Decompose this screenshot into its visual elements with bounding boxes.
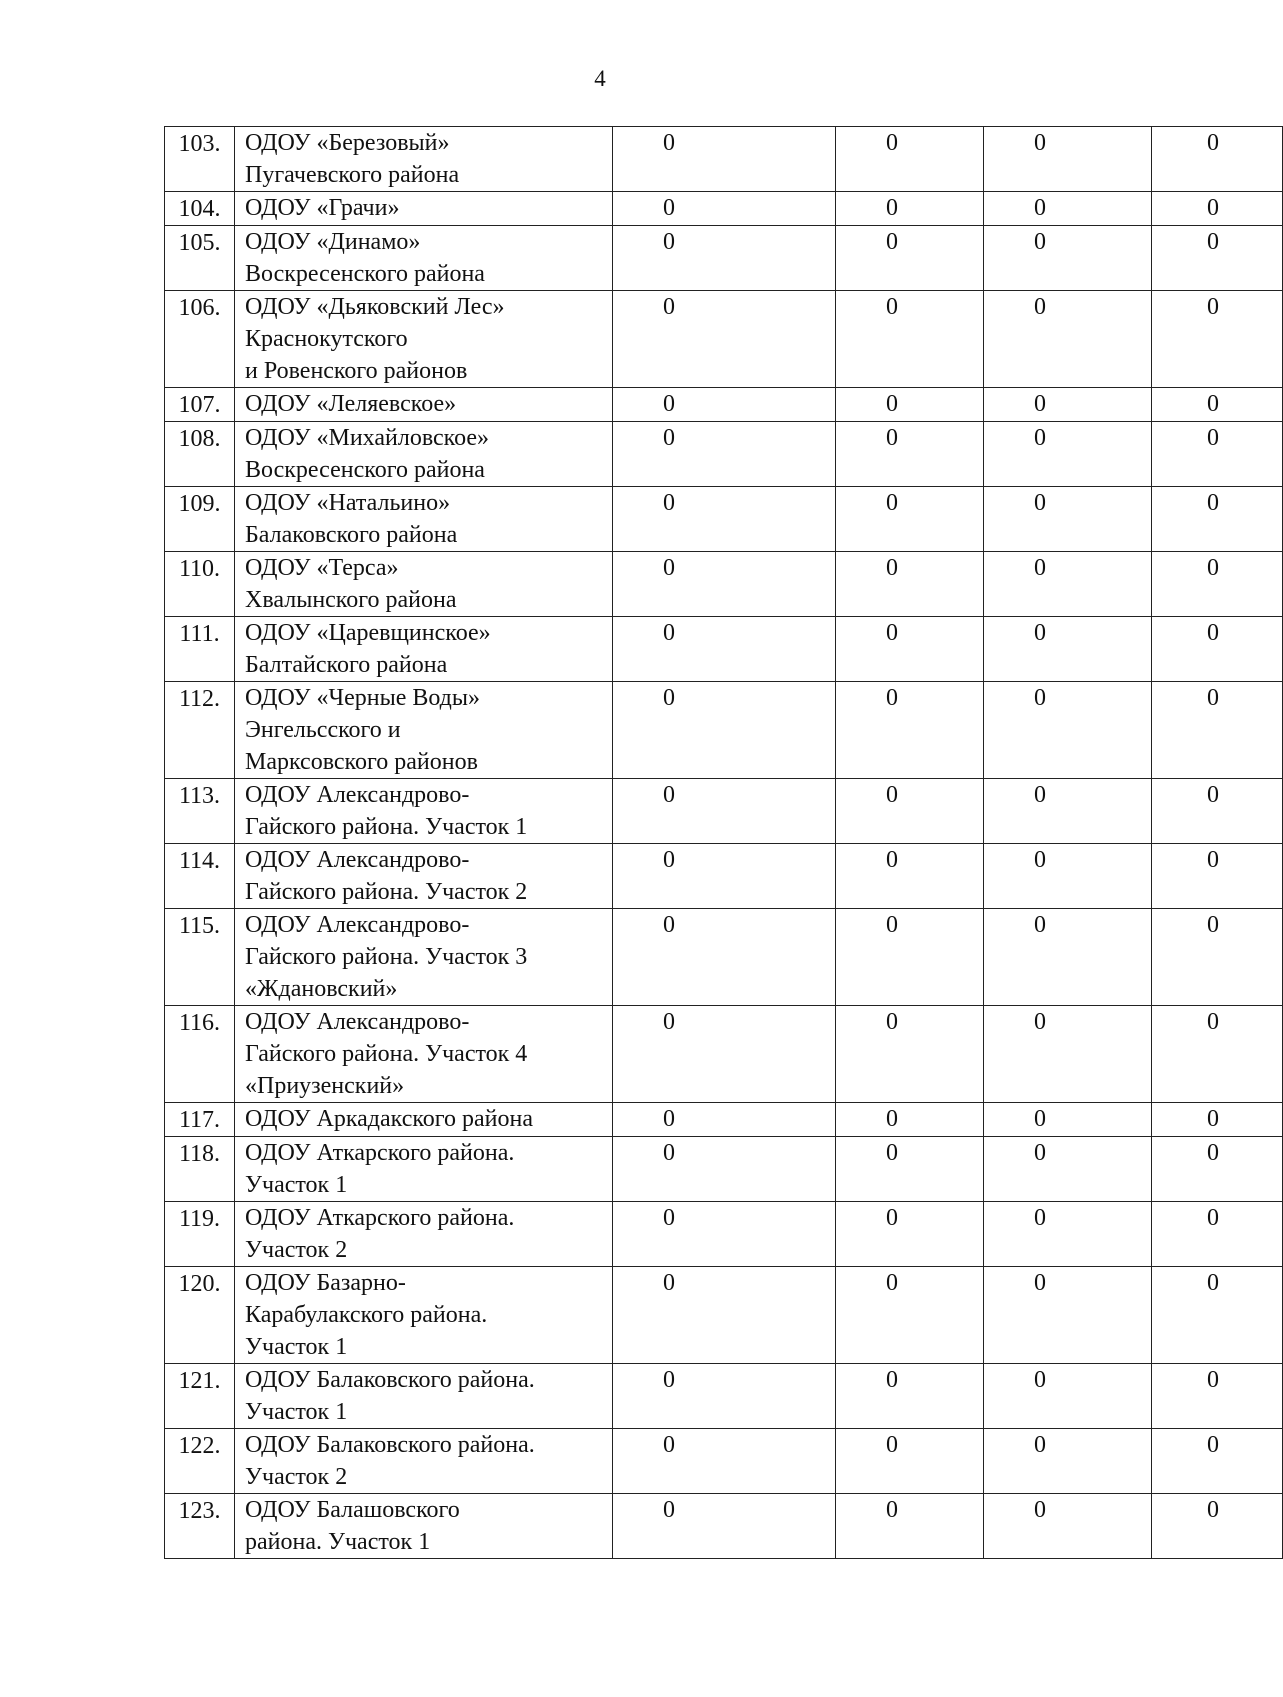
value-cell-1: 0 (613, 1494, 836, 1559)
value-cell-3: 0 (984, 1202, 1152, 1267)
value-cell-2: 0 (836, 1267, 984, 1364)
value-cell-1: 0 (613, 844, 836, 909)
organization-name-line: ОДОУ Александрово- (245, 1009, 470, 1035)
table-row (165, 388, 1283, 422)
value-cell-1: 0 (613, 1429, 836, 1494)
organization-name-line: и Ровенского районов (245, 358, 468, 384)
value-cell-4: 0 (1152, 1364, 1283, 1429)
value-cell-4: 0 (1152, 1137, 1283, 1202)
organization-name-line: Балаковского района (245, 522, 458, 548)
organization-name-line: ОДОУ Балаковского района. (245, 1432, 535, 1458)
organization-name (235, 844, 613, 909)
organization-name-line: Воскресенского района (245, 457, 485, 483)
organization-name-line: ОДОУ «Динамо» (245, 229, 421, 255)
value-cell-3: 0 (984, 617, 1152, 682)
value-cell-2: 0 (836, 844, 984, 909)
organization-name-line: ОДОУ Аркадакского района (245, 1106, 534, 1132)
value-cell-3: 0 (984, 909, 1152, 1006)
organization-name (235, 1202, 613, 1267)
value-cell-3: 0 (984, 226, 1152, 291)
value-cell-2: 0 (836, 487, 984, 552)
row-number: 108. (165, 422, 235, 487)
organization-name-line: «Ждановский» (245, 976, 398, 1002)
value-cell-4: 0 (1152, 388, 1283, 422)
row-number: 107. (165, 388, 235, 422)
row-number: 111. (165, 617, 235, 682)
value-cell-1: 0 (613, 226, 836, 291)
organization-name-line: Участок 1 (245, 1172, 348, 1198)
organization-name-line: Карабулакского района. (245, 1302, 488, 1328)
value-cell-1: 0 (613, 779, 836, 844)
value-cell-1: 0 (613, 1202, 836, 1267)
value-cell-2: 0 (836, 682, 984, 779)
organization-name (235, 487, 613, 552)
value-cell-2: 0 (836, 617, 984, 682)
value-cell-2: 0 (836, 1364, 984, 1429)
organization-name-line: ОДОУ Базарно- (245, 1270, 406, 1296)
table-row (165, 682, 1283, 779)
value-cell-3: 0 (984, 682, 1152, 779)
organization-name (235, 422, 613, 487)
organization-name-line: Участок 1 (245, 1334, 348, 1360)
value-cell-3: 0 (984, 1494, 1152, 1559)
table-row (165, 779, 1283, 844)
organization-name-line: ОДОУ «Грачи» (245, 195, 400, 221)
organization-name (235, 291, 613, 388)
row-number: 106. (165, 291, 235, 388)
value-cell-3: 0 (984, 291, 1152, 388)
row-number: 104. (165, 192, 235, 226)
organization-name-line: ОДОУ Балашовского (245, 1497, 460, 1523)
organization-name-line: ОДОУ «Терса» (245, 555, 399, 581)
value-cell-4: 0 (1152, 552, 1283, 617)
value-cell-2: 0 (836, 552, 984, 617)
organization-name (235, 909, 613, 1006)
organization-name-line: ОДОУ Александрово- (245, 912, 470, 938)
table-row (165, 1429, 1283, 1494)
row-number: 105. (165, 226, 235, 291)
organization-name-line: ОДОУ «Натальино» (245, 490, 451, 516)
table-row (165, 1137, 1283, 1202)
value-cell-2: 0 (836, 1494, 984, 1559)
table-row (165, 1267, 1283, 1364)
organization-name-line: Воскресенского района (245, 261, 485, 287)
value-cell-4: 0 (1152, 1429, 1283, 1494)
row-number: 109. (165, 487, 235, 552)
value-cell-1: 0 (613, 487, 836, 552)
value-cell-4: 0 (1152, 1267, 1283, 1364)
value-cell-3: 0 (984, 1103, 1152, 1137)
organization-name-line: «Приузенский» (245, 1073, 405, 1099)
value-cell-2: 0 (836, 1103, 984, 1137)
value-cell-1: 0 (613, 617, 836, 682)
value-cell-3: 0 (984, 487, 1152, 552)
table-row (165, 487, 1283, 552)
table-row (165, 1202, 1283, 1267)
organization-name (235, 192, 613, 226)
organization-name-line: Хвалынского района (245, 587, 457, 613)
value-cell-4: 0 (1152, 192, 1283, 226)
value-cell-1: 0 (613, 388, 836, 422)
value-cell-4: 0 (1152, 1202, 1283, 1267)
row-number: 121. (165, 1364, 235, 1429)
row-number: 118. (165, 1137, 235, 1202)
value-cell-3: 0 (984, 1267, 1152, 1364)
organization-name-line: ОДОУ «Михайловское» (245, 425, 490, 451)
organization-name-line: Гайского района. Участок 3 (245, 944, 528, 970)
value-cell-1: 0 (613, 192, 836, 226)
value-cell-1: 0 (613, 1364, 836, 1429)
row-number: 116. (165, 1006, 235, 1103)
value-cell-1: 0 (613, 422, 836, 487)
organization-name-line: Марксовского районов (245, 749, 478, 775)
row-number: 122. (165, 1429, 235, 1494)
value-cell-1: 0 (613, 291, 836, 388)
value-cell-2: 0 (836, 1429, 984, 1494)
value-cell-3: 0 (984, 779, 1152, 844)
table-row (165, 291, 1283, 388)
value-cell-4: 0 (1152, 422, 1283, 487)
organization-name (235, 617, 613, 682)
value-cell-4: 0 (1152, 1103, 1283, 1137)
organization-name-line: ОДОУ «Леляевское» (245, 391, 457, 417)
row-number: 117. (165, 1103, 235, 1137)
organization-name-line: Участок 2 (245, 1237, 348, 1263)
table-row (165, 1494, 1283, 1559)
row-number: 110. (165, 552, 235, 617)
organization-name (235, 1006, 613, 1103)
row-number: 103. (165, 127, 235, 192)
organization-name-line: ОДОУ Аткарского района. (245, 1205, 515, 1231)
value-cell-4: 0 (1152, 1006, 1283, 1103)
value-cell-3: 0 (984, 1429, 1152, 1494)
row-number: 123. (165, 1494, 235, 1559)
value-cell-4: 0 (1152, 487, 1283, 552)
organization-name (235, 127, 613, 192)
organization-name-line: района. Участок 1 (245, 1529, 431, 1555)
organization-name-line: Участок 2 (245, 1464, 348, 1490)
organization-name (235, 552, 613, 617)
table-row (165, 844, 1283, 909)
value-cell-1: 0 (613, 1137, 836, 1202)
value-cell-3: 0 (984, 422, 1152, 487)
value-cell-4: 0 (1152, 779, 1283, 844)
table-row (165, 127, 1283, 192)
organization-name-line: Гайского района. Участок 1 (245, 814, 528, 840)
organization-name-line: Энгельсского и (245, 717, 401, 743)
value-cell-3: 0 (984, 1006, 1152, 1103)
organization-name-line: Краснокутского (245, 326, 408, 352)
value-cell-2: 0 (836, 127, 984, 192)
value-cell-2: 0 (836, 192, 984, 226)
organization-name (235, 1429, 613, 1494)
value-cell-4: 0 (1152, 1494, 1283, 1559)
organization-name (235, 1494, 613, 1559)
value-cell-4: 0 (1152, 844, 1283, 909)
organization-name-line: ОДОУ «Черные Воды» (245, 685, 481, 711)
value-cell-3: 0 (984, 1364, 1152, 1429)
value-cell-2: 0 (836, 388, 984, 422)
organization-name-line: Балтайского района (245, 652, 448, 678)
value-cell-2: 0 (836, 422, 984, 487)
organization-name (235, 388, 613, 422)
organization-name (235, 1137, 613, 1202)
organization-name-line: Гайского района. Участок 2 (245, 879, 528, 905)
value-cell-3: 0 (984, 1137, 1152, 1202)
organization-name (235, 682, 613, 779)
value-cell-4: 0 (1152, 617, 1283, 682)
value-cell-2: 0 (836, 1202, 984, 1267)
value-cell-4: 0 (1152, 127, 1283, 192)
value-cell-1: 0 (613, 127, 836, 192)
value-cell-1: 0 (613, 552, 836, 617)
value-cell-2: 0 (836, 226, 984, 291)
row-number: 119. (165, 1202, 235, 1267)
table-row (165, 1103, 1283, 1137)
organization-name-line: Пугачевского района (245, 162, 460, 188)
value-cell-2: 0 (836, 909, 984, 1006)
row-number: 113. (165, 779, 235, 844)
organization-name-line: ОДОУ Аткарского района. (245, 1140, 515, 1166)
value-cell-1: 0 (613, 1267, 836, 1364)
organization-name-line: ОДОУ Балаковского района. (245, 1367, 535, 1393)
table-row (165, 909, 1283, 1006)
organization-name-line: ОДОУ «Царевщинское» (245, 620, 491, 646)
table-row (165, 1364, 1283, 1429)
value-cell-3: 0 (984, 192, 1152, 226)
organization-name (235, 1103, 613, 1137)
organization-name-line: ОДОУ Александрово- (245, 782, 470, 808)
organization-name (235, 1267, 613, 1364)
table-row (165, 617, 1283, 682)
value-cell-4: 0 (1152, 909, 1283, 1006)
table-row (165, 422, 1283, 487)
table-row (165, 192, 1283, 226)
value-cell-3: 0 (984, 127, 1152, 192)
organization-name (235, 1364, 613, 1429)
value-cell-2: 0 (836, 1137, 984, 1202)
table-row (165, 226, 1283, 291)
organization-name-line: Участок 1 (245, 1399, 348, 1425)
value-cell-1: 0 (613, 909, 836, 1006)
value-cell-4: 0 (1152, 226, 1283, 291)
table-row (165, 1006, 1283, 1103)
value-cell-2: 0 (836, 1006, 984, 1103)
value-cell-2: 0 (836, 291, 984, 388)
organization-name (235, 779, 613, 844)
table-body (165, 127, 1283, 1559)
organization-name-line: ОДОУ «Дьяковский Лес» (245, 294, 505, 320)
row-number: 120. (165, 1267, 235, 1364)
value-cell-4: 0 (1152, 682, 1283, 779)
organization-name-line: ОДОУ Александрово- (245, 847, 470, 873)
data-table (164, 126, 1283, 1559)
value-cell-3: 0 (984, 388, 1152, 422)
value-cell-1: 0 (613, 1006, 836, 1103)
value-cell-1: 0 (613, 682, 836, 779)
row-number: 114. (165, 844, 235, 909)
value-cell-3: 0 (984, 552, 1152, 617)
page-number: 4 (594, 66, 606, 91)
row-number: 112. (165, 682, 235, 779)
organization-name (235, 226, 613, 291)
organization-name-line: Гайского района. Участок 4 (245, 1041, 528, 1067)
table-row (165, 552, 1283, 617)
value-cell-1: 0 (613, 1103, 836, 1137)
organization-name-line: ОДОУ «Березовый» (245, 130, 450, 156)
row-number: 115. (165, 909, 235, 1006)
value-cell-3: 0 (984, 844, 1152, 909)
value-cell-2: 0 (836, 779, 984, 844)
value-cell-4: 0 (1152, 291, 1283, 388)
